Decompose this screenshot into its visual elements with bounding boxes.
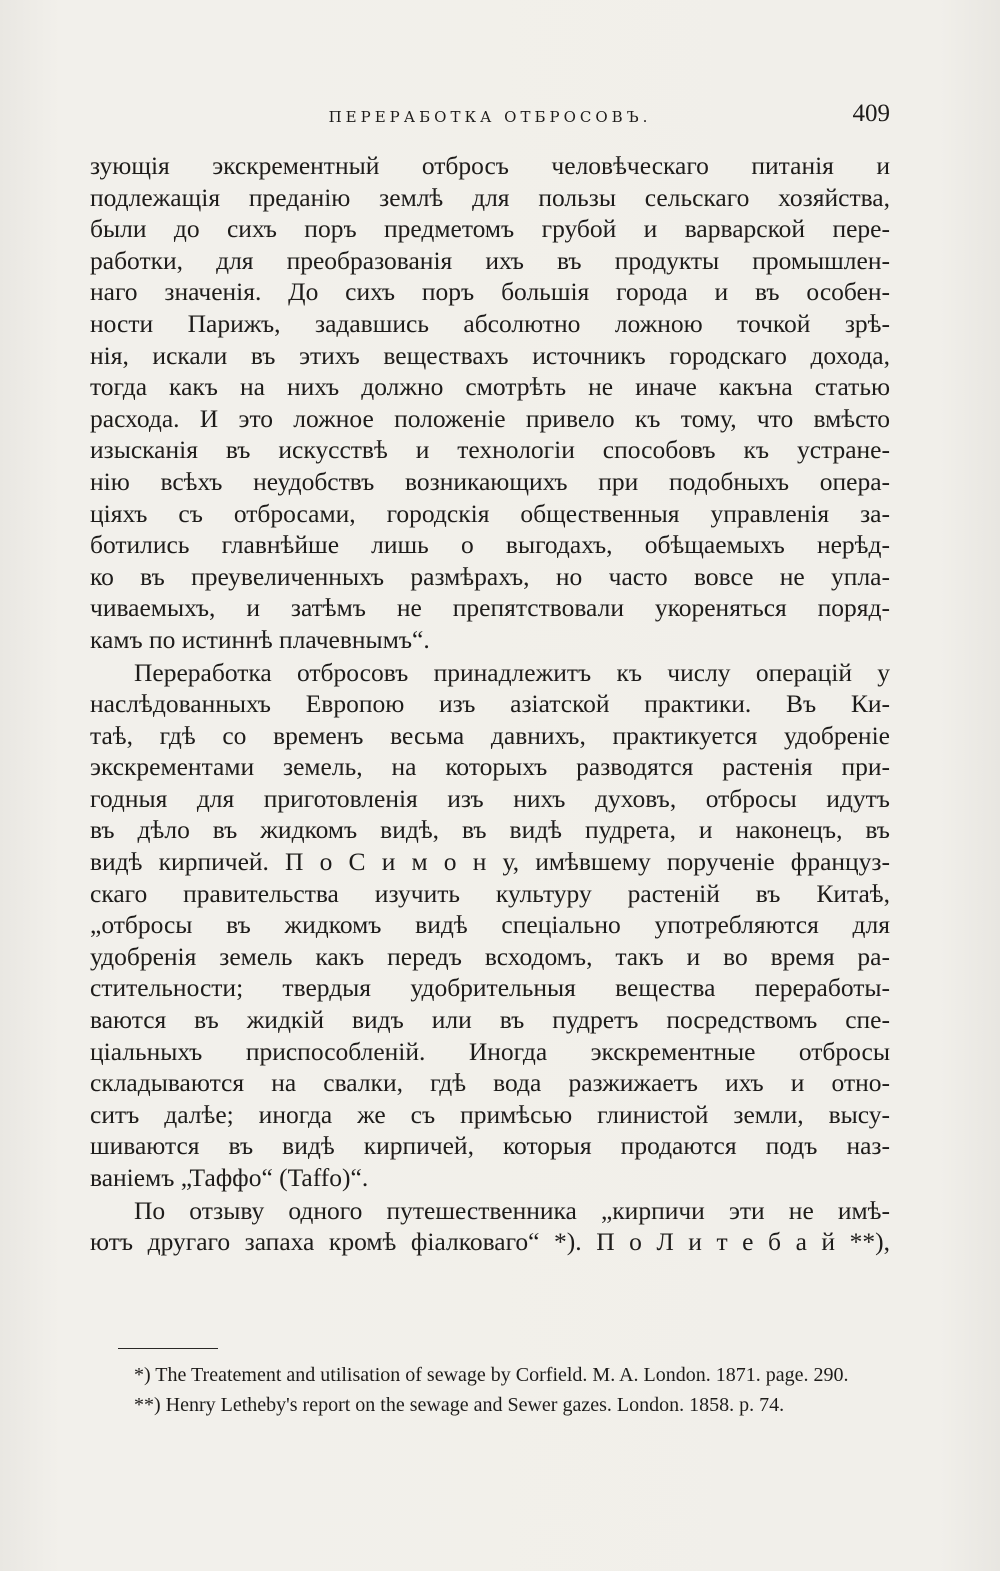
text-line: ности Парижъ, задавшись абсолютно ложною точкой зрѣ- [90, 308, 890, 338]
page-number: 409 [852, 100, 890, 127]
body-text [90, 150, 890, 1258]
text-line: тогда какъ на нихъ должно смотрѣть не иначе какъна статью [90, 372, 890, 402]
text-line: были до сихъ поръ предметомъ грубой и варварской пере- [90, 214, 890, 244]
text-line: работки, для преобразованія ихъ въ продукты промышлен- [90, 245, 890, 275]
text-line: изысканія въ искусствѣ и технологіи способовъ къ устране- [90, 435, 890, 465]
footnote-1: *) The Treatement and utilisation of sewage by Corfield. M. A. London. 1871. page. 290. [134, 1364, 849, 1386]
text-line: нію всѣхъ неудобствъ возникающихъ при подобныхъ опера- [90, 466, 890, 496]
text-line: ваніемъ „Таффо“ (Taffo)“. [90, 1163, 369, 1192]
text-line: нія, искали въ этихъ веществахъ источникъ городскаго дохода, [90, 340, 890, 370]
text-line: шиваются въ видѣ кирпичей, которыя продаются подъ наз- [90, 1131, 890, 1161]
text-line: годныя для приготовленія изъ нихъ духовъ, отбросы идутъ [90, 783, 890, 813]
text-line: стительности; твердыя удобрительныя вещества переработы- [90, 973, 890, 1003]
text-line: ютъ другаго запаха кромѣ фіалковаго“ *). П о Л и т е б а й **), [90, 1227, 890, 1257]
text-line: наго значенія. До сихъ поръ большія города и въ особен- [90, 277, 890, 307]
text-line: видѣ кирпичей. П о С и м о н у, имѣвшему порученіе француз- [90, 847, 890, 877]
text-line: подлежащія преданію землѣ для пользы сельскаго хозяйства, [90, 182, 890, 212]
text-line: ситъ далѣе; иногда же съ примѣсью глинистой земли, высу- [90, 1099, 890, 1129]
paragraph-start-line: По отзыву одного путешественника „кирпичи эти не имѣ- [134, 1195, 890, 1225]
text-line: удобренія земель какъ передъ всходомъ, такъ и во время ра- [90, 941, 890, 971]
text-line: ваются въ жидкій видъ или въ пудретъ посредствомъ спе- [90, 1005, 890, 1035]
text-line: скаго правительства изучить культуру растеній въ Китаѣ, [90, 878, 890, 908]
text-line: наслѣдованныхъ Европою изъ азіатской практики. Въ Ки- [90, 689, 890, 719]
text-line: ботились главнѣйше лишь о выгодахъ, обѣщаемыхъ нерѣд- [90, 530, 890, 560]
footnote-divider [118, 1348, 218, 1349]
text-line: складываются на свалки, гдѣ вода разжижаетъ ихъ и отно- [90, 1068, 890, 1098]
running-title: ПЕРЕРАБОТКА ОТБРОСОВЪ. [328, 108, 652, 126]
text-line: въ дѣло въ жидкомъ видѣ, въ видѣ пудрета, и наконецъ, въ [90, 815, 890, 845]
text-line: таѣ, гдѣ со временъ весьма давнихъ, практикуется удобреніе [90, 720, 890, 750]
footnote-2: **) Henry Lethеby's report on the sewage and Sewer gazes. London. 1858. p. 74. [134, 1394, 785, 1416]
text-line: экскрементами земель, на которыхъ разводятся растенія при- [90, 752, 890, 782]
paragraph-start-line: Переработка отбросовъ принадлежитъ къ числу операцій у [134, 657, 890, 687]
text-line: расхода. И это ложное положеніе привело къ тому, что вмѣсто [90, 403, 890, 433]
footnotes [90, 1360, 890, 1420]
text-line: чиваемыхъ, и затѣмъ не препятствовали укореняться поряд- [90, 593, 890, 623]
page-header [90, 96, 890, 132]
text-line: „отбросы въ жидкомъ видѣ спеціально употребляются для [90, 910, 890, 940]
text-line: зующія экскрементный отбросъ человѣческаго питанія и [90, 151, 890, 180]
text-line: ціальныхъ приспособленій. Иногда экскрементные отбросы [90, 1036, 890, 1066]
text-line: ко въ преувеличенныхъ размѣрахъ, но часто вовсе не упла- [90, 561, 890, 591]
text-line: ціяхъ съ отбросами, городскія общественныя управленія за- [90, 498, 890, 528]
text-line: камъ по истиннѣ плачевнымъ“. [90, 624, 430, 654]
